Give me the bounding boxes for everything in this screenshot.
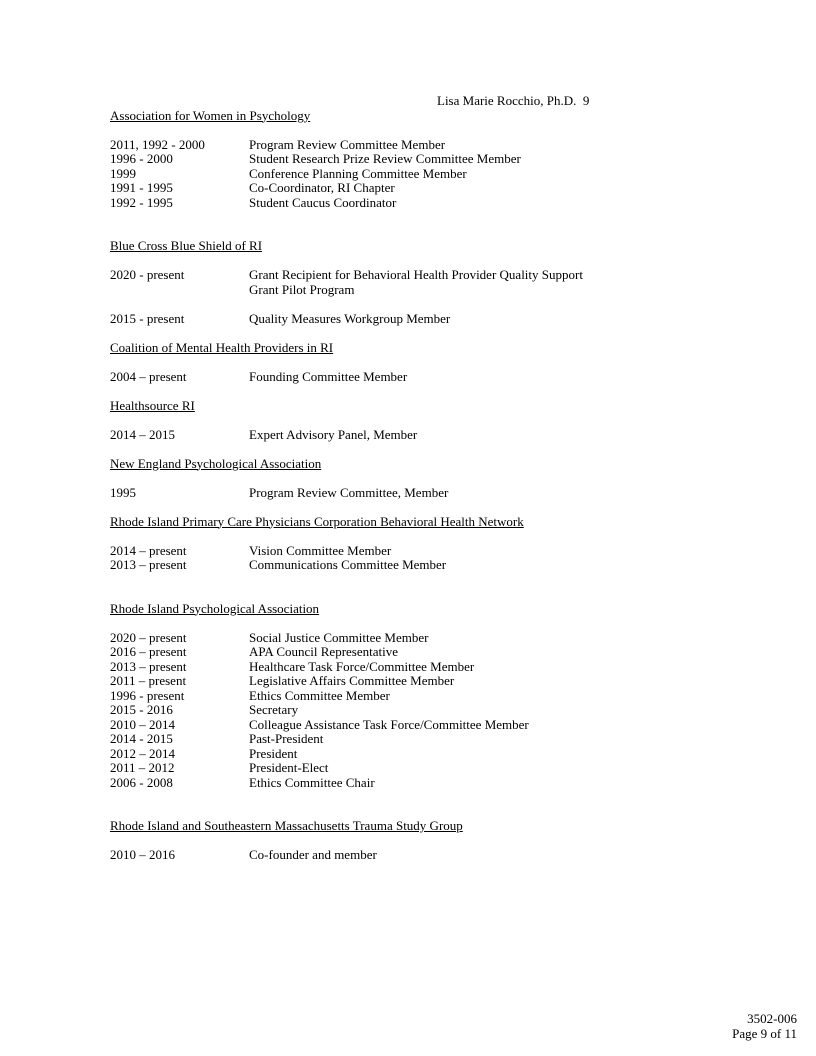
- entry-date: 2020 - present: [110, 267, 185, 282]
- entry-date: 1999: [110, 165, 136, 181]
- entry-date: 1996 - 2000: [110, 151, 173, 166]
- entry-role: Expert Advisory Panel, Member: [249, 426, 418, 442]
- entry-role: APA Council Representative: [249, 644, 399, 659]
- section-coalition-mental-health: [110, 341, 750, 385]
- entry-date: 1992 - 1995: [110, 194, 173, 210]
- cv-entry-row: [110, 152, 750, 167]
- entry-role: Founding Committee Member: [249, 368, 408, 384]
- entry-role: Ethics Committee Member: [249, 687, 390, 703]
- entry-role: [249, 268, 750, 297]
- entry-role: Co-founder and member: [249, 847, 377, 862]
- cv-entry-row: [110, 660, 750, 675]
- entry-date: 2014 – 2015: [110, 426, 175, 442]
- entry-date: 2015 - present: [110, 310, 185, 326]
- cv-entry-row: [110, 486, 750, 501]
- cv-entry-row: [110, 312, 750, 327]
- cv-entry-row: [110, 674, 750, 689]
- entry-role: Co-Coordinator, RI Chapter: [249, 180, 395, 195]
- section-heading: Rhode Island Primary Care Physicians Corporation Behavioral Health Network: [110, 513, 524, 529]
- entry-date: 2004 – present: [110, 368, 187, 384]
- cv-entry-row: [110, 181, 750, 196]
- section-new-england-psychological: [110, 457, 750, 501]
- section-heading: Rhode Island and Southeastern Massachusetts Trauma Study Group: [110, 818, 463, 833]
- cv-entry-row: [110, 776, 750, 791]
- section-rows: [110, 428, 750, 443]
- cv-entry-row: [110, 138, 750, 153]
- entry-role-line: Grant Pilot Program: [249, 281, 355, 297]
- cv-entry-row: [110, 761, 750, 776]
- entry-date: 2013 – present: [110, 557, 187, 572]
- cv-entry-row: [110, 747, 750, 762]
- entry-role: Program Review Committee Member: [249, 136, 446, 152]
- entry-date: 2015 - 2016: [110, 702, 173, 717]
- section-heading: Blue Cross Blue Shield of RI: [110, 238, 263, 253]
- entry-role: Past-President: [249, 731, 324, 746]
- entry-role: Quality Measures Workgroup Member: [249, 310, 451, 326]
- section-trauma-study-group: [110, 819, 750, 863]
- entry-date: 2020 – present: [110, 629, 187, 645]
- section-heading: Rhode Island Psychological Association: [110, 600, 320, 616]
- entry-date: 2014 - 2015: [110, 731, 173, 746]
- section-rows: [110, 631, 750, 791]
- entry-role: Healthcare Task Force/Committee Member: [249, 658, 475, 674]
- cv-entry-row: [110, 558, 750, 573]
- entry-date: 2012 – 2014: [110, 745, 175, 761]
- entry-role: President-Elect: [249, 760, 329, 775]
- entry-role: Conference Planning Committee Member: [249, 165, 467, 181]
- entry-role: Social Justice Committee Member: [249, 629, 429, 645]
- page-header-title: Lisa Marie Rocchio, Ph.D. 9: [437, 93, 590, 108]
- section-heading: New England Psychological Association: [110, 455, 322, 471]
- section-rows: [110, 848, 750, 863]
- section-rows: [110, 370, 750, 385]
- entry-date: 1991 - 1995: [110, 180, 173, 195]
- entry-role: Ethics Committee Chair: [249, 774, 375, 790]
- section-association-women-psychology: [110, 109, 750, 211]
- cv-entry-row: [110, 167, 750, 182]
- entry-date: 2010 – 2014: [110, 716, 175, 732]
- entry-date: 2013 – present: [110, 658, 187, 674]
- cv-entry-row: [110, 268, 750, 297]
- entry-role: Legislative Affairs Committee Member: [249, 673, 455, 688]
- footer-doc-number: 3502-006: [747, 1011, 797, 1026]
- entry-role: Colleague Assistance Task Force/Committee Member: [249, 716, 529, 732]
- footer-page-label: Page 9 of 11: [732, 1025, 797, 1041]
- cv-entry-row: [110, 848, 750, 863]
- cv-entry-row: [110, 732, 750, 747]
- section-rows: [110, 268, 750, 326]
- section-heading: Healthsource RI: [110, 397, 195, 413]
- entry-role: Secretary: [249, 702, 299, 717]
- section-blue-cross-blue-shield: [110, 239, 750, 326]
- page-content: [110, 94, 750, 863]
- cv-entry-row: [110, 645, 750, 660]
- cv-entry-row: [110, 196, 750, 211]
- page-footer: [732, 1012, 797, 1041]
- section-heading: Association for Women in Psychology: [110, 107, 311, 123]
- entry-date: 2011 – 2012: [110, 760, 175, 775]
- cv-entry-row: [110, 703, 750, 718]
- entry-role: Vision Committee Member: [249, 542, 392, 558]
- section-healthsource-ri: [110, 399, 750, 443]
- entry-role: Student Caucus Coordinator: [249, 194, 397, 210]
- section-rows: [110, 138, 750, 211]
- entry-date: 2011, 1992 - 2000: [110, 136, 205, 152]
- cv-entry-row: [110, 544, 750, 559]
- cv-entry-row: [110, 370, 750, 385]
- entry-date: 2010 – 2016: [110, 847, 175, 862]
- entry-date: 2011 – present: [110, 673, 187, 688]
- cv-entry-row: [110, 718, 750, 733]
- entry-date: 1996 - present: [110, 687, 185, 703]
- section-heading: Coalition of Mental Health Providers in RI: [110, 339, 334, 355]
- cv-entry-row: [110, 428, 750, 443]
- entry-role-line: Grant Recipient for Behavioral Health Provider Quality Support: [249, 267, 583, 282]
- entry-date: 1995: [110, 484, 136, 500]
- entry-role: President: [249, 745, 298, 761]
- entry-role: Student Research Prize Review Committee Member: [249, 151, 521, 166]
- entry-date: 2006 - 2008: [110, 774, 173, 790]
- entry-date: 2014 – present: [110, 542, 187, 558]
- entry-role: Communications Committee Member: [249, 557, 447, 572]
- section-ri-psychological-association: [110, 602, 750, 791]
- entry-date: 2016 – present: [110, 644, 187, 659]
- entry-role: Program Review Committee, Member: [249, 484, 449, 500]
- cv-entry-row: [110, 689, 750, 704]
- section-rows: [110, 486, 750, 501]
- section-rows: [110, 544, 750, 573]
- cv-entry-row: [110, 631, 750, 646]
- section-ri-primary-care-network: [110, 515, 750, 573]
